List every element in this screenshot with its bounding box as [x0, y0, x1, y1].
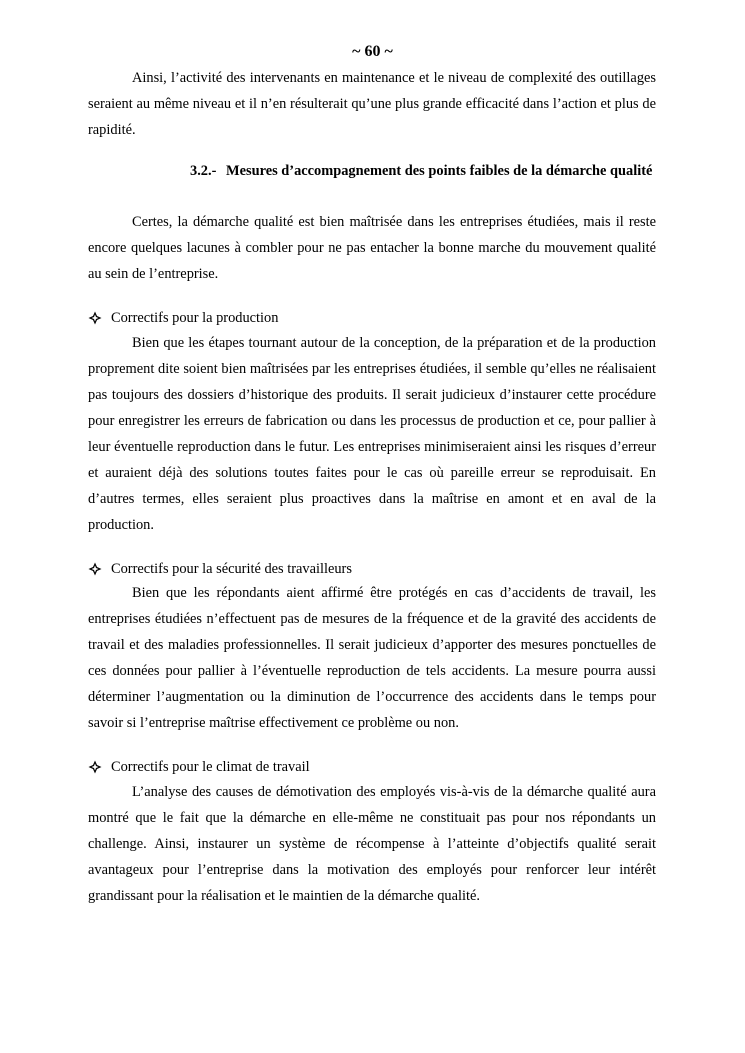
section-number: 3.2.-: [190, 163, 217, 179]
climate-paragraph: L’analyse des causes de démotivation des employés vis-à-vis de la démarche qualité aura montré que le fait que la démarche en elle-même ne constituait pas pour nos répondants un challenge. Ainsi, instaurer un système de récompense à l’atteinte d’objectifs qualité serait avantageux pour l’entreprise dans la motivation des employés pour renforcer leur intérêt grandissant pour la réalisation et le maintien de la démarche qualité.: [88, 784, 656, 904]
diamond-bullet-icon: [88, 562, 102, 576]
section-title: Mesures d’accompagnement des points faibles de la démarche qualité: [226, 163, 653, 179]
bullet-heading-text: Correctifs pour la production: [111, 310, 279, 326]
bullet-heading-security: [88, 556, 352, 582]
security-paragraph: Bien que les répondants aient affirmé être protégés en cas d’accidents de travail, les entreprises étudiées n’effectuent pas de mesures de la fréquence et de la gravité des accidents de travail et des maladies professionnelles. Il serait judicieux d’apporter des mesures ponctuelles de ces données pour pallier à l’éventuelle reproduction de tels accidents. La mesure pourra aussi déterminer l’augmentation ou la diminution de l’occurrence des accidents dans le temps pour savoir si l’entreprise maîtrise effectivement ce problème ou non.: [88, 585, 656, 731]
section-intro-paragraph: Certes, la démarche qualité est bien maîtrisée dans les entreprises étudiées, mais il reste encore quelques lacunes à combler pour ne pas entacher la bonne marche du mouvement qualité au sein de l’entreprise.: [88, 214, 656, 282]
bullet-heading-text: Correctifs pour la sécurité des travailleurs: [111, 561, 352, 577]
bullet-heading-text: Correctifs pour le climat de travail: [111, 759, 310, 775]
diamond-bullet-icon: [88, 311, 102, 325]
diamond-bullet-icon: [88, 760, 102, 774]
intro-paragraph: Ainsi, l’activité des intervenants en maintenance et le niveau de complexité des outillages seraient au même niveau et il n’en résulterait qu’une plus grande efficacité dans l’action et plus de rapidité.: [88, 70, 656, 138]
bullet-heading-production: [88, 305, 278, 331]
section-heading: [190, 158, 656, 184]
page-number: ~ 60 ~: [352, 43, 393, 60]
bullet-heading-climate: [88, 754, 310, 780]
production-paragraph: Bien que les étapes tournant autour de la conception, de la préparation et de la production proprement dite soient bien maîtrisées par les entreprises étudiées, il semble qu’elles ne réalisaient pas toujours des dossiers d’historique des produits. Il serait judicieux d’instaurer cette procédure pour enregistrer les erreurs de fabrication ou dans les processus de production et ce, pour pallier à leur éventuelle reproduction dans le futur. Les entreprises minimiseraient ainsi les risques d’erreur et auraient déjà des solutions toutes faites pour le cas où pareille erreur se reproduisait. En d’autres termes, elles seraient plus proactives dans la maîtrise en amont et en aval de la production.: [88, 335, 656, 533]
